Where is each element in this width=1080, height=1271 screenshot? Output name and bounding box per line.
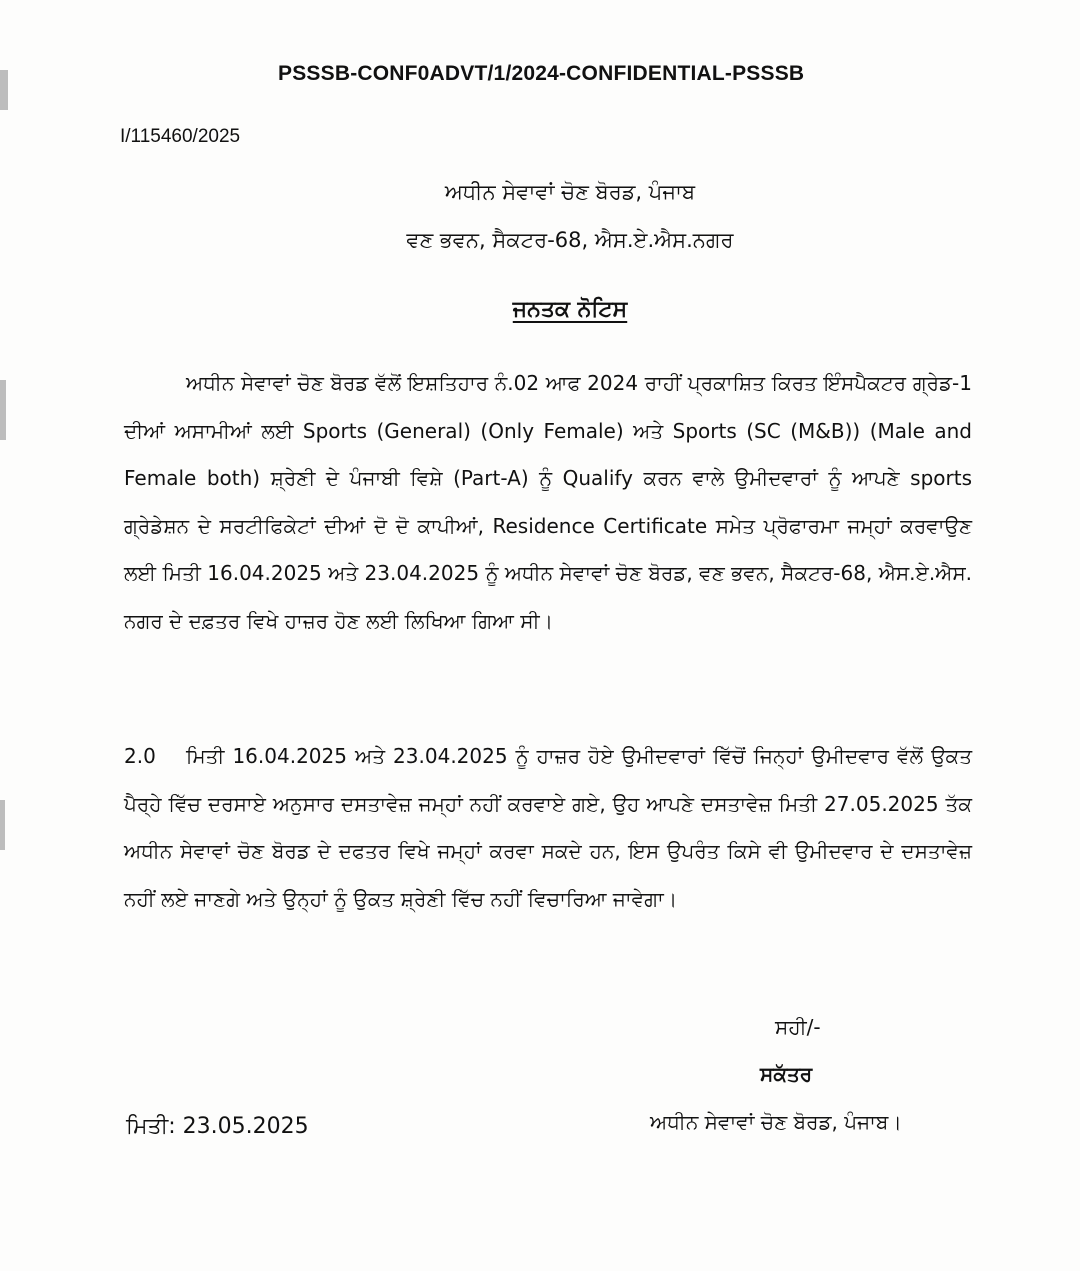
organization-name: ਅਧੀਨ ਸੇਵਾਵਾਂ ਚੋਣ ਬੋਰਡ, ਪੰਜਾਬ — [444, 180, 696, 204]
notice-title — [30, 297, 1080, 322]
reference-code: PSSSB-CONF0ADVT/1/2024-CONFIDENTIAL-PSSSB — [278, 62, 805, 85]
signature-signed: ਸਹੀ/- — [775, 1015, 821, 1039]
paragraph-number: 2.0 — [124, 744, 156, 768]
notice-paragraph-1: ਅਧੀਨ ਸੇਵਾਵਾਂ ਚੋਣ ਬੋਰਡ ਵੱਲੋਂ ਇਸ਼ਤਿਹਾਰ ਨੰ.02 ਆਫ 2024 ਰਾਹੀਂ ਪ੍ਰਕਾਸ਼ਿਤ ਕਿਰਤ ਇੰਸਪੈਕਟਰ ਗ੍ਰੇਡ-1 ਦੀਆਂ ਅਸਾਮੀਆਂ ਲਈ Sports (General) (Only Female) ਅਤੇ Sports (SC (M&B)) (Male and Female both) ਸ਼੍ਰੇਣੀ ਦੇ ਪੰਜਾਬੀ ਵਿਸ਼ੇ (Part-A) ਨੂੰ Qualify ਕਰਨ ਵਾਲੇ ਉਮੀਦਵਾਰਾਂ ਨੂੰ ਆਪਣੇ sports ਗ੍ਰੇਡੇਸ਼ਨ ਦੇ ਸਰਟੀਫਿਕੇਟਾਂ ਦੀਆਂ ਦੋ ਦੋ ਕਾਪੀਆਂ, Residence Certificate ਸਮੇਤ ਪ੍ਰੋਫਾਰਮਾ ਜਮ੍ਹਾਂ ਕਰਵਾਉਣ ਲਈ ਮਿਤੀ 16.04.2025 ਅਤੇ 23.04.2025 ਨੂੰ ਅਧੀਨ ਸੇਵਾਵਾਂ ਚੋਣ ਬੋਰਡ, ਵਣ ਭਵਨ, ਸੈਕਟਰ-68, ਐਸ.ਏ.ਐਸ. ਨਗਰ ਦੇ ਦਫ਼ਤਰ ਵਿਖੇ ਹਾਜ਼ਰ ਹੋਣ ਲਈ ਲਿਖਿਆ ਗਿਆ ਸੀ। — [124, 371, 972, 633]
file-number: I/115460/2025 — [120, 126, 241, 147]
notice-date: ਮਿਤੀ: 23.05.2025 — [126, 1114, 309, 1139]
notice-paragraph-2 — [124, 733, 972, 923]
organization-address: ਵਣ ਭਵਨ, ਸੈਕਟਰ-68, ਐਸ.ਏ.ਐਸ.ਨਗਰ — [406, 228, 734, 252]
scan-edge-mark — [0, 380, 6, 440]
scan-edge-mark — [0, 70, 8, 110]
signature-board: ਅਧੀਨ ਸੇਵਾਵਾਂ ਚੋਣ ਬੋਰਡ, ਪੰਜਾਬ। — [650, 1110, 902, 1134]
scan-edge-mark — [0, 800, 5, 850]
notice-title-text: ਜਨਤਕ ਨੋਟਿਸ — [512, 297, 628, 322]
signature-designation: ਸਕੱਤਰ — [760, 1062, 813, 1086]
paragraph-2-text: ਮਿਤੀ 16.04.2025 ਅਤੇ 23.04.2025 ਨੂੰ ਹਾਜ਼ਰ ਹੋਏ ਉਮੀਦਵਾਰਾਂ ਵਿੱਚੋਂ ਜਿਨ੍ਹਾਂ ਉਮੀਦਵਾਰ ਵੱਲੋਂ ਉਕਤ ਪੈਰ੍ਹੇ ਵਿੱਚ ਦਰਸਾਏ ਅਨੁਸਾਰ ਦਸਤਾਵੇਜ਼ ਜਮ੍ਹਾਂ ਨਹੀਂ ਕਰਵਾਏ ਗਏ, ਉਹ ਆਪਣੇ ਦਸਤਾਵੇਜ਼ ਮਿਤੀ 27.05.2025 ਤੱਕ ਅਧੀਨ ਸੇਵਾਵਾਂ ਚੋਣ ਬੋਰਡ ਦੇ ਦਫਤਰ ਵਿਖੇ ਜਮ੍ਹਾਂ ਕਰਵਾ ਸਕਦੇ ਹਨ, ਇਸ ਉਪਰੰਤ ਕਿਸੇ ਵੀ ਉਮੀਦਵਾਰ ਦੇ ਦਸਤਾਵੇਜ਼ ਨਹੀਂ ਲਏ ਜਾਣਗੇ ਅਤੇ ਉਨ੍ਹਾਂ ਨੂੰ ਉਕਤ ਸ਼੍ਰੇਣੀ ਵਿੱਚ ਨਹੀਂ ਵਿਚਾਰਿਆ ਜਾਵੇਗਾ। — [124, 744, 972, 911]
